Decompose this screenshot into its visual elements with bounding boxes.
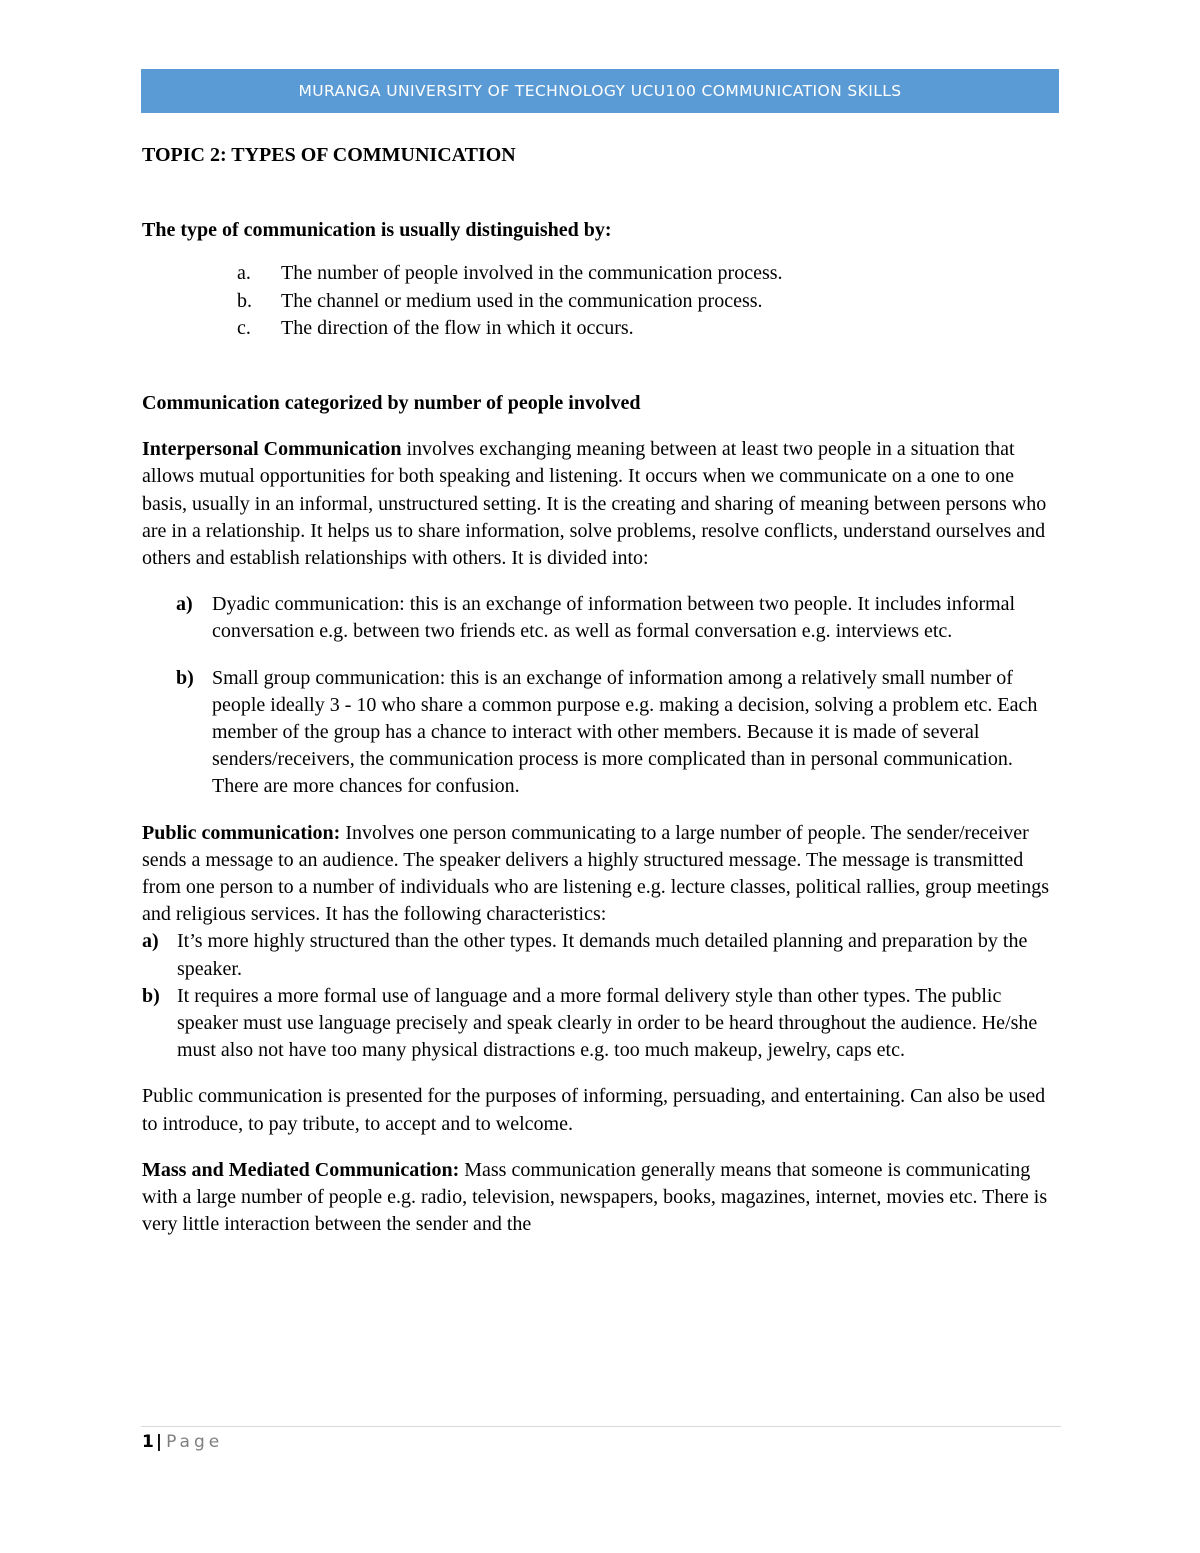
list-item [142,591,1060,645]
mass-paragraph [142,1157,1060,1239]
section-heading: Communication categorized by number of people involved [142,392,641,415]
list-marker: a. [237,262,251,285]
list-marker: a) [176,593,193,616]
list-text: The channel or medium used in the communication process. [281,289,763,312]
footer-divider [141,1426,1061,1427]
list-text: The direction of the flow in which it occurs. [281,316,634,339]
interpersonal-types-list [142,591,1060,800]
list-item [142,928,1060,982]
list-text: It’s more highly structured than the other types. It demands much detailed planning and preparation by the speaker. [177,930,1028,980]
page-number: 1 [142,1432,154,1452]
page-footer [142,1432,223,1452]
public-text: Involves one person communicating to a large number of people. The sender/receiver sends a message to an audience. The speaker delivers a highly structured message. The message is transmitted from one person to a number of individuals who are listening e.g. lecture classes, political rallies, group meetings and religious services. It has the following characteristics: [142,821,1049,926]
list-item [142,983,1060,1065]
public-purposes-paragraph: Public communication is presented for the purposes of informing, persuading, and entertaining. Can also be used to introduce, to pay tribute, to accept and to welcome. [142,1085,1046,1135]
list-item [142,665,1060,801]
interpersonal-term: Interpersonal Communication [142,438,402,461]
public-paragraph [142,820,1060,929]
mass-text: Mass communication generally means that someone is communicating with a large number of people e.g. radio, television, newspapers, books, magazines, internet, movies etc. There is very little interaction between the sender and the [142,1158,1048,1236]
page-content [142,138,1060,1239]
public-characteristics-list [142,928,1060,1064]
list-text: It requires a more formal use of language and a more formal delivery style than other types. The public speaker must use language precisely and speak clearly in order to be heard throughout the audience. He/she must also not have too many physical distractions e.g. too much makeup, jewelry, caps etc. [177,984,1038,1062]
list-marker: b) [176,666,194,689]
list-text: Small group communication: this is an exchange of information among a relatively small number of people ideally 3 - 10 who share a common purpose e.g. making a decision, solving a problem etc. Each member of the group has a chance to interact with other members. Because it is made of several senders/receivers, the communication process is more complicated than in personal communication. There are more chances for confusion. [212,666,1038,798]
page-header-band [141,69,1059,113]
list-text: Dyadic communication: this is an exchange of information between two people. It includes informal conversation e.g. between two friends etc. as well as formal conversation e.g. interviews etc. [212,593,1016,643]
public-term: Public communication: [142,821,341,844]
header-text: MURANGA UNIVERSITY OF TECHNOLOGY UCU100 COMMUNICATION SKILLS [298,82,902,100]
footer-separator: | [155,1432,163,1452]
distinguish-list [142,260,1060,342]
list-marker: b. [237,289,252,312]
interpersonal-paragraph [142,436,1060,572]
intro-statement: The type of communication is usually distinguished by: [142,219,612,242]
mass-term: Mass and Mediated Communication: [142,1158,460,1181]
list-item [142,260,1060,287]
list-marker: a) [142,930,159,953]
list-text: The number of people involved in the communication process. [281,262,783,285]
list-marker: b) [142,984,160,1007]
list-item [142,315,1060,342]
list-item [142,288,1060,315]
interpersonal-text: involves exchanging meaning between at least two people in a situation that allows mutual opportunities for both speaking and listening. It occurs when we communicate on a one to one basis, usually in an informal, unstructured setting. It is the creating and sharing of meaning between persons who are in a relationship. It helps us to share information, solve problems, resolve conflicts, understand ourselves and others and establish relationships with others. It is divided into: [142,438,1047,570]
list-marker: c. [237,316,251,339]
page-label: Page [166,1432,224,1452]
topic-title: TOPIC 2: TYPES OF COMMUNICATION [142,144,516,166]
